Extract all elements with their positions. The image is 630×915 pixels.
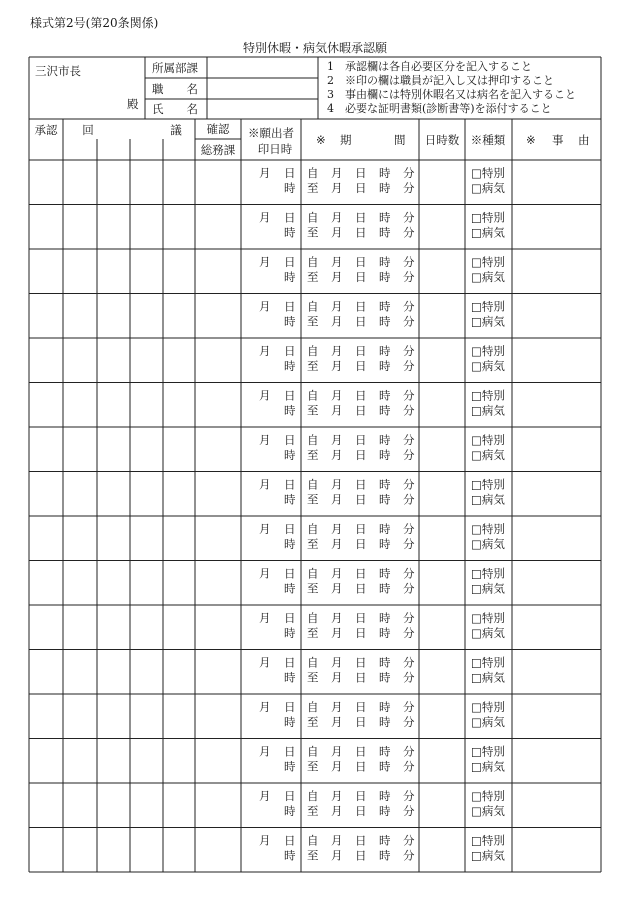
period-from: 自 xyxy=(307,700,319,714)
applicant-hour: 時 xyxy=(284,359,296,373)
period-from-hour: 時 xyxy=(379,210,391,225)
applicant-day: 日 xyxy=(284,433,296,447)
type-option-sick: □病気 xyxy=(471,492,505,507)
applicant-day: 日 xyxy=(284,700,296,714)
period-from-minute: 分 xyxy=(403,210,415,225)
applicant-day: 日 xyxy=(284,655,296,670)
period-from-day: 日 xyxy=(355,477,367,492)
period-from: 自 xyxy=(307,255,319,269)
period-from-minute: 分 xyxy=(403,833,415,848)
applicant-month: 月 xyxy=(259,522,271,536)
period-to: 至 xyxy=(307,804,319,818)
applicant-month: 月 xyxy=(259,700,271,714)
period-from-month: 月 xyxy=(331,210,343,225)
period-to-day: 日 xyxy=(355,359,367,373)
period-from: 自 xyxy=(307,611,319,625)
type-option-special: □特別 xyxy=(471,388,505,403)
type-option-sick: □病気 xyxy=(471,448,505,462)
period-to-hour: 時 xyxy=(379,537,391,551)
col-applicant: ※願出者 xyxy=(248,126,294,140)
period-to-month: 月 xyxy=(331,225,343,240)
type-option-special: □特別 xyxy=(471,566,505,581)
type-option-sick: □病気 xyxy=(471,581,505,596)
applicant-hour: 時 xyxy=(284,759,296,774)
period-from-month: 月 xyxy=(331,433,343,447)
period-to: 至 xyxy=(307,848,319,863)
period-to-hour: 時 xyxy=(379,670,391,685)
field-label-1: 所属部課 xyxy=(152,61,198,75)
type-option-special: □特別 xyxy=(471,655,505,670)
col-reason-left: 事 xyxy=(552,133,564,147)
period-to-month: 月 xyxy=(331,581,343,596)
applicant-month: 月 xyxy=(259,566,271,581)
period-to-hour: 時 xyxy=(379,759,391,774)
col-period-mark: ※ xyxy=(316,133,326,147)
period-to-hour: 時 xyxy=(379,715,391,729)
period-from-day: 日 xyxy=(355,255,367,269)
col-reason-mark: ※ xyxy=(526,133,536,147)
table-row xyxy=(259,656,505,685)
period-to: 至 xyxy=(307,314,319,329)
table-row xyxy=(259,522,505,551)
period-to: 至 xyxy=(307,581,319,596)
type-option-special: □特別 xyxy=(471,611,505,625)
table-row xyxy=(259,611,505,640)
period-to-hour: 時 xyxy=(379,181,391,195)
period-to: 至 xyxy=(307,492,319,507)
type-option-special: □特別 xyxy=(471,210,505,225)
applicant-month: 月 xyxy=(259,433,271,447)
period-to-hour: 時 xyxy=(379,448,391,462)
period-to-minute: 分 xyxy=(403,804,415,818)
table-row xyxy=(259,433,505,462)
period-to-minute: 分 xyxy=(403,848,415,863)
period-to-day: 日 xyxy=(355,270,367,284)
period-from-minute: 分 xyxy=(403,477,415,492)
type-option-sick: □病気 xyxy=(471,804,505,818)
field-label-3: 氏 名 xyxy=(152,102,198,116)
period-to: 至 xyxy=(307,225,319,240)
table-row xyxy=(259,700,505,729)
applicant-day: 日 xyxy=(284,789,296,803)
note-4: 4 必要な証明書類(診断書等)を添付すること xyxy=(327,102,552,115)
table-row xyxy=(259,745,505,774)
period-from-month: 月 xyxy=(331,700,343,714)
applicant-day: 日 xyxy=(284,833,296,848)
period-from-month: 月 xyxy=(331,833,343,848)
col-confirm: 確認 xyxy=(206,122,230,136)
period-from-minute: 分 xyxy=(403,433,415,447)
period-to-hour: 時 xyxy=(379,492,391,507)
applicant-month: 月 xyxy=(259,611,271,625)
applicant-hour: 時 xyxy=(284,626,296,640)
honorific-label: 殿 xyxy=(127,97,139,111)
type-option-sick: □病気 xyxy=(471,848,505,863)
period-from-month: 月 xyxy=(331,255,343,269)
period-to: 至 xyxy=(307,537,319,551)
table-row xyxy=(259,834,505,863)
applicant-day: 日 xyxy=(284,299,296,314)
period-from-hour: 時 xyxy=(379,700,391,714)
period-to-hour: 時 xyxy=(379,848,391,863)
period-to-day: 日 xyxy=(355,670,367,685)
applicant-day: 日 xyxy=(284,255,296,269)
period-to-day: 日 xyxy=(355,314,367,329)
applicant-hour: 時 xyxy=(284,715,296,729)
applicant-month: 月 xyxy=(259,477,271,492)
period-from-day: 日 xyxy=(355,433,367,447)
applicant-month: 月 xyxy=(259,833,271,848)
period-from-hour: 時 xyxy=(379,477,391,492)
period-from: 自 xyxy=(307,789,319,803)
period-from-month: 月 xyxy=(331,655,343,670)
period-to-day: 日 xyxy=(355,848,367,863)
applicant-hour: 時 xyxy=(284,804,296,818)
type-option-sick: □病気 xyxy=(471,270,505,284)
applicant-day: 日 xyxy=(284,566,296,581)
period-from-month: 月 xyxy=(331,522,343,536)
note-1: 1 承認欄は各自必要区分を記入すること xyxy=(327,60,532,73)
period-from-month: 月 xyxy=(331,789,343,803)
period-from-day: 日 xyxy=(355,299,367,314)
applicant-hour: 時 xyxy=(284,225,296,240)
period-from: 自 xyxy=(307,299,319,314)
period-from: 自 xyxy=(307,433,319,447)
col-seal-datetime: 印日時 xyxy=(257,142,293,156)
period-to-day: 日 xyxy=(355,581,367,596)
table-row xyxy=(259,789,505,818)
period-to-minute: 分 xyxy=(403,715,415,729)
period-from: 自 xyxy=(307,344,319,358)
form-labels xyxy=(35,59,590,157)
col-days-hours: 日時数 xyxy=(424,133,460,147)
period-from: 自 xyxy=(307,166,319,180)
type-option-special: □特別 xyxy=(471,166,505,180)
addressee-label: 三沢市長 xyxy=(35,64,81,78)
period-to-minute: 分 xyxy=(403,403,415,418)
type-option-special: □特別 xyxy=(471,833,505,848)
period-from: 自 xyxy=(307,477,319,492)
applicant-month: 月 xyxy=(259,789,271,803)
applicant-month: 月 xyxy=(259,744,271,759)
table-row xyxy=(259,211,505,240)
col-general-affairs: 総務課 xyxy=(200,143,236,157)
applicant-day: 日 xyxy=(284,166,296,180)
table-row xyxy=(259,478,505,507)
period-to-month: 月 xyxy=(331,270,343,284)
period-from-month: 月 xyxy=(331,477,343,492)
period-to-day: 日 xyxy=(355,804,367,818)
applicant-hour: 時 xyxy=(284,314,296,329)
period-to-minute: 分 xyxy=(403,492,415,507)
period-from-day: 日 xyxy=(355,388,367,403)
period-from: 自 xyxy=(307,210,319,225)
table-row xyxy=(259,567,505,596)
period-from: 自 xyxy=(307,388,319,403)
period-from-hour: 時 xyxy=(379,789,391,803)
type-option-special: □特別 xyxy=(471,299,505,314)
period-to-minute: 分 xyxy=(403,581,415,596)
applicant-day: 日 xyxy=(284,611,296,625)
period-to-day: 日 xyxy=(355,448,367,462)
period-to: 至 xyxy=(307,403,319,418)
note-3: 3 事由欄には特別休暇名又は病名を記入すること xyxy=(327,88,576,101)
period-to-day: 日 xyxy=(355,403,367,418)
col-reason-right: 由 xyxy=(578,133,590,147)
applicant-day: 日 xyxy=(284,388,296,403)
period-from-month: 月 xyxy=(331,744,343,759)
period-from: 自 xyxy=(307,566,319,581)
period-from-minute: 分 xyxy=(403,166,415,180)
applicant-month: 月 xyxy=(259,255,271,269)
period-to-day: 日 xyxy=(355,715,367,729)
period-from-day: 日 xyxy=(355,744,367,759)
period-to: 至 xyxy=(307,670,319,685)
period-to-hour: 時 xyxy=(379,403,391,418)
period-to: 至 xyxy=(307,270,319,284)
period-from-day: 日 xyxy=(355,210,367,225)
period-from-minute: 分 xyxy=(403,299,415,314)
applicant-hour: 時 xyxy=(284,181,296,195)
period-to: 至 xyxy=(307,626,319,640)
type-option-special: □特別 xyxy=(471,255,505,269)
period-to: 至 xyxy=(307,359,319,373)
applicant-month: 月 xyxy=(259,344,271,358)
applicant-hour: 時 xyxy=(284,403,296,418)
period-to-minute: 分 xyxy=(403,448,415,462)
period-from: 自 xyxy=(307,744,319,759)
period-to-day: 日 xyxy=(355,492,367,507)
period-from-day: 日 xyxy=(355,522,367,536)
period-to-day: 日 xyxy=(355,537,367,551)
period-from-month: 月 xyxy=(331,166,343,180)
period-to-hour: 時 xyxy=(379,314,391,329)
type-option-special: □特別 xyxy=(471,344,505,358)
period-from-hour: 時 xyxy=(379,566,391,581)
type-option-sick: □病気 xyxy=(471,715,505,729)
period-from-month: 月 xyxy=(331,299,343,314)
type-option-sick: □病気 xyxy=(471,225,505,240)
applicant-hour: 時 xyxy=(284,448,296,462)
period-to-minute: 分 xyxy=(403,670,415,685)
period-to: 至 xyxy=(307,759,319,774)
period-from-hour: 時 xyxy=(379,522,391,536)
period-from-minute: 分 xyxy=(403,344,415,358)
period-from-day: 日 xyxy=(355,344,367,358)
period-to-month: 月 xyxy=(331,492,343,507)
period-from-hour: 時 xyxy=(379,388,391,403)
period-from-hour: 時 xyxy=(379,433,391,447)
period-to-day: 日 xyxy=(355,626,367,640)
note-2: 2 ※印の欄は職員が記入し又は押印すること xyxy=(327,74,554,87)
type-option-special: □特別 xyxy=(471,522,505,536)
period-to-month: 月 xyxy=(331,403,343,418)
period-from-month: 月 xyxy=(331,344,343,358)
period-to-month: 月 xyxy=(331,626,343,640)
period-from-minute: 分 xyxy=(403,255,415,269)
period-from-minute: 分 xyxy=(403,700,415,714)
col-period-right: 間 xyxy=(394,133,406,147)
table-row xyxy=(259,344,505,373)
period-from-day: 日 xyxy=(355,833,367,848)
period-to-month: 月 xyxy=(331,848,343,863)
period-to-minute: 分 xyxy=(403,759,415,774)
form-title: 特別休暇・病気休暇承認願 xyxy=(242,41,387,55)
table-row xyxy=(259,300,505,329)
applicant-hour: 時 xyxy=(284,492,296,507)
period-to-month: 月 xyxy=(331,537,343,551)
period-to-minute: 分 xyxy=(403,359,415,373)
period-from-hour: 時 xyxy=(379,166,391,180)
period-to-month: 月 xyxy=(331,359,343,373)
applicant-day: 日 xyxy=(284,477,296,492)
period-to-month: 月 xyxy=(331,804,343,818)
period-to-day: 日 xyxy=(355,181,367,195)
type-option-special: □特別 xyxy=(471,789,505,803)
type-option-sick: □病気 xyxy=(471,759,505,774)
col-deliberation-left: 回 xyxy=(82,123,94,137)
period-to: 至 xyxy=(307,715,319,729)
type-option-sick: □病気 xyxy=(471,359,505,373)
period-from-day: 日 xyxy=(355,566,367,581)
applicant-month: 月 xyxy=(259,166,271,180)
period-from-month: 月 xyxy=(331,611,343,625)
period-to-hour: 時 xyxy=(379,225,391,240)
applicant-month: 月 xyxy=(259,210,271,225)
type-option-sick: □病気 xyxy=(471,403,505,418)
period-to-month: 月 xyxy=(331,314,343,329)
period-to-month: 月 xyxy=(331,670,343,685)
period-to-month: 月 xyxy=(331,181,343,195)
period-from-day: 日 xyxy=(355,700,367,714)
applicant-month: 月 xyxy=(259,388,271,403)
period-to-minute: 分 xyxy=(403,537,415,551)
period-to-hour: 時 xyxy=(379,359,391,373)
col-approval: 承認 xyxy=(34,123,58,137)
applicant-hour: 時 xyxy=(284,537,296,551)
applicant-day: 日 xyxy=(284,210,296,225)
table-row xyxy=(259,389,505,418)
col-type: ※種類 xyxy=(470,133,506,147)
period-from: 自 xyxy=(307,655,319,670)
period-to-day: 日 xyxy=(355,225,367,240)
form-rows xyxy=(259,166,505,863)
type-option-special: □特別 xyxy=(471,477,505,492)
period-to-month: 月 xyxy=(331,715,343,729)
table-row xyxy=(259,166,505,195)
period-to-minute: 分 xyxy=(403,225,415,240)
period-from: 自 xyxy=(307,833,319,848)
type-option-sick: □病気 xyxy=(471,670,505,685)
period-from-hour: 時 xyxy=(379,255,391,269)
period-from-month: 月 xyxy=(331,388,343,403)
period-from-month: 月 xyxy=(331,566,343,581)
period-to-minute: 分 xyxy=(403,626,415,640)
type-option-special: □特別 xyxy=(471,744,505,759)
period-to-minute: 分 xyxy=(403,314,415,329)
applicant-hour: 時 xyxy=(284,848,296,863)
period-from-day: 日 xyxy=(355,789,367,803)
period-to-hour: 時 xyxy=(379,804,391,818)
applicant-month: 月 xyxy=(259,299,271,314)
period-from-minute: 分 xyxy=(403,388,415,403)
period-from-day: 日 xyxy=(355,655,367,670)
period-from-hour: 時 xyxy=(379,299,391,314)
period-from-hour: 時 xyxy=(379,611,391,625)
period-from-hour: 時 xyxy=(379,655,391,670)
form-number: 様式第2号(第20条関係) xyxy=(30,16,159,30)
period-from-minute: 分 xyxy=(403,655,415,670)
applicant-month: 月 xyxy=(259,655,271,670)
period-to-day: 日 xyxy=(355,759,367,774)
period-from-minute: 分 xyxy=(403,611,415,625)
applicant-day: 日 xyxy=(284,744,296,759)
applicant-hour: 時 xyxy=(284,670,296,685)
period-to-hour: 時 xyxy=(379,581,391,596)
applicant-hour: 時 xyxy=(284,581,296,596)
period-to-hour: 時 xyxy=(379,270,391,284)
field-label-2: 職 名 xyxy=(152,82,198,96)
period-from-minute: 分 xyxy=(403,566,415,581)
type-option-sick: □病気 xyxy=(471,537,505,551)
type-option-special: □特別 xyxy=(471,700,505,714)
applicant-hour: 時 xyxy=(284,270,296,284)
type-option-sick: □病気 xyxy=(471,181,505,195)
table-row xyxy=(259,255,505,284)
period-from-hour: 時 xyxy=(379,744,391,759)
period-from-minute: 分 xyxy=(403,744,415,759)
period-to-month: 月 xyxy=(331,759,343,774)
period-from-minute: 分 xyxy=(403,789,415,803)
type-option-sick: □病気 xyxy=(471,626,505,640)
period-to-hour: 時 xyxy=(379,626,391,640)
period-from-minute: 分 xyxy=(403,522,415,536)
period-to: 至 xyxy=(307,181,319,195)
applicant-day: 日 xyxy=(284,344,296,358)
period-to: 至 xyxy=(307,448,319,462)
col-period-left: 期 xyxy=(340,133,352,147)
period-to-month: 月 xyxy=(331,448,343,462)
period-from: 自 xyxy=(307,522,319,536)
period-from-day: 日 xyxy=(355,166,367,180)
type-option-special: □特別 xyxy=(471,433,505,447)
type-option-sick: □病気 xyxy=(471,314,505,329)
applicant-day: 日 xyxy=(284,522,296,536)
period-from-day: 日 xyxy=(355,611,367,625)
period-to-minute: 分 xyxy=(403,181,415,195)
period-from-hour: 時 xyxy=(379,344,391,358)
period-from-hour: 時 xyxy=(379,833,391,848)
col-deliberation-right: 議 xyxy=(170,123,182,137)
period-to-minute: 分 xyxy=(403,270,415,284)
